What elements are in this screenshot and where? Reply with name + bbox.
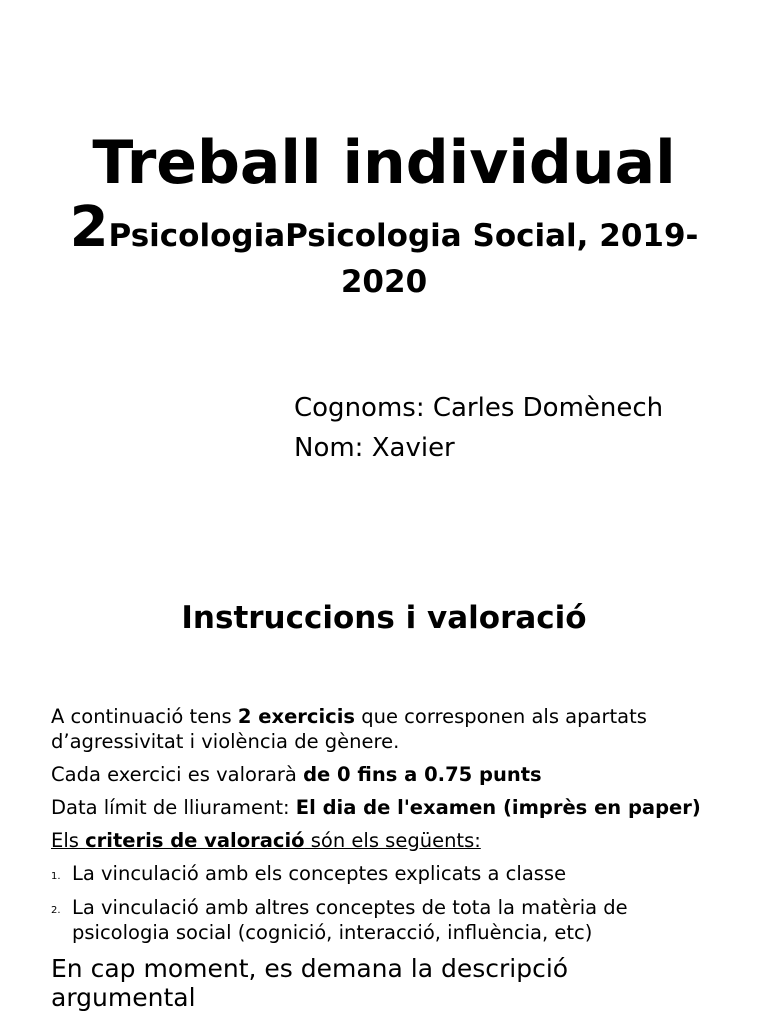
grade-bold: de 0 fins a 0.75 punts <box>303 763 542 786</box>
intro-paragraph <box>51 704 711 754</box>
subtitle-number: 2 <box>69 195 109 260</box>
criteria-list <box>51 861 711 945</box>
intro-text-end: que corresponen als apartats d’agressivitat i violència de gènere. <box>51 705 647 753</box>
deadline-text: Data límit de lliurament: <box>51 796 296 819</box>
grade-text: Cada exercici es valorarà <box>51 763 304 786</box>
deadline-bold: El dia de l'examen (imprès en paper) <box>295 796 701 819</box>
surname-line: Cognoms: Carles Domènech <box>294 393 664 423</box>
intro-bold: 2 exercicis <box>237 705 356 728</box>
deadline-paragraph <box>51 795 711 820</box>
instructions-body <box>51 704 711 1012</box>
list-item-number: 2. <box>51 905 61 916</box>
criteria-title-end: són els següents: <box>304 829 481 852</box>
section-heading: Instruccions i valoració <box>181 600 587 636</box>
closing-statement: En cap moment, es demana la descripció argumental <box>51 954 569 1012</box>
subtitle-text: PsicologiaPsicologia Social, 2019-2020 <box>108 218 699 300</box>
grade-paragraph <box>51 762 711 787</box>
document-subtitle <box>40 195 728 305</box>
list-item <box>51 895 711 945</box>
document-title: Treball individual <box>92 128 676 198</box>
criteria-title-start: Els <box>51 829 86 852</box>
criteria-title-bold: criteris de valoració <box>85 829 305 852</box>
list-item-text: La vinculació amb altres conceptes de tota la matèria de psicologia social (cognició, interacció, influència, etc) <box>72 896 628 944</box>
student-info <box>294 388 663 468</box>
list-item-number: 1. <box>51 871 61 882</box>
list-item <box>51 861 711 886</box>
list-item-text: La vinculació amb els conceptes explicats a classe <box>72 862 567 885</box>
intro-text: A continuació tens <box>51 705 238 728</box>
criteria-title <box>51 828 711 853</box>
name-line: Nom: Xavier <box>294 433 455 463</box>
